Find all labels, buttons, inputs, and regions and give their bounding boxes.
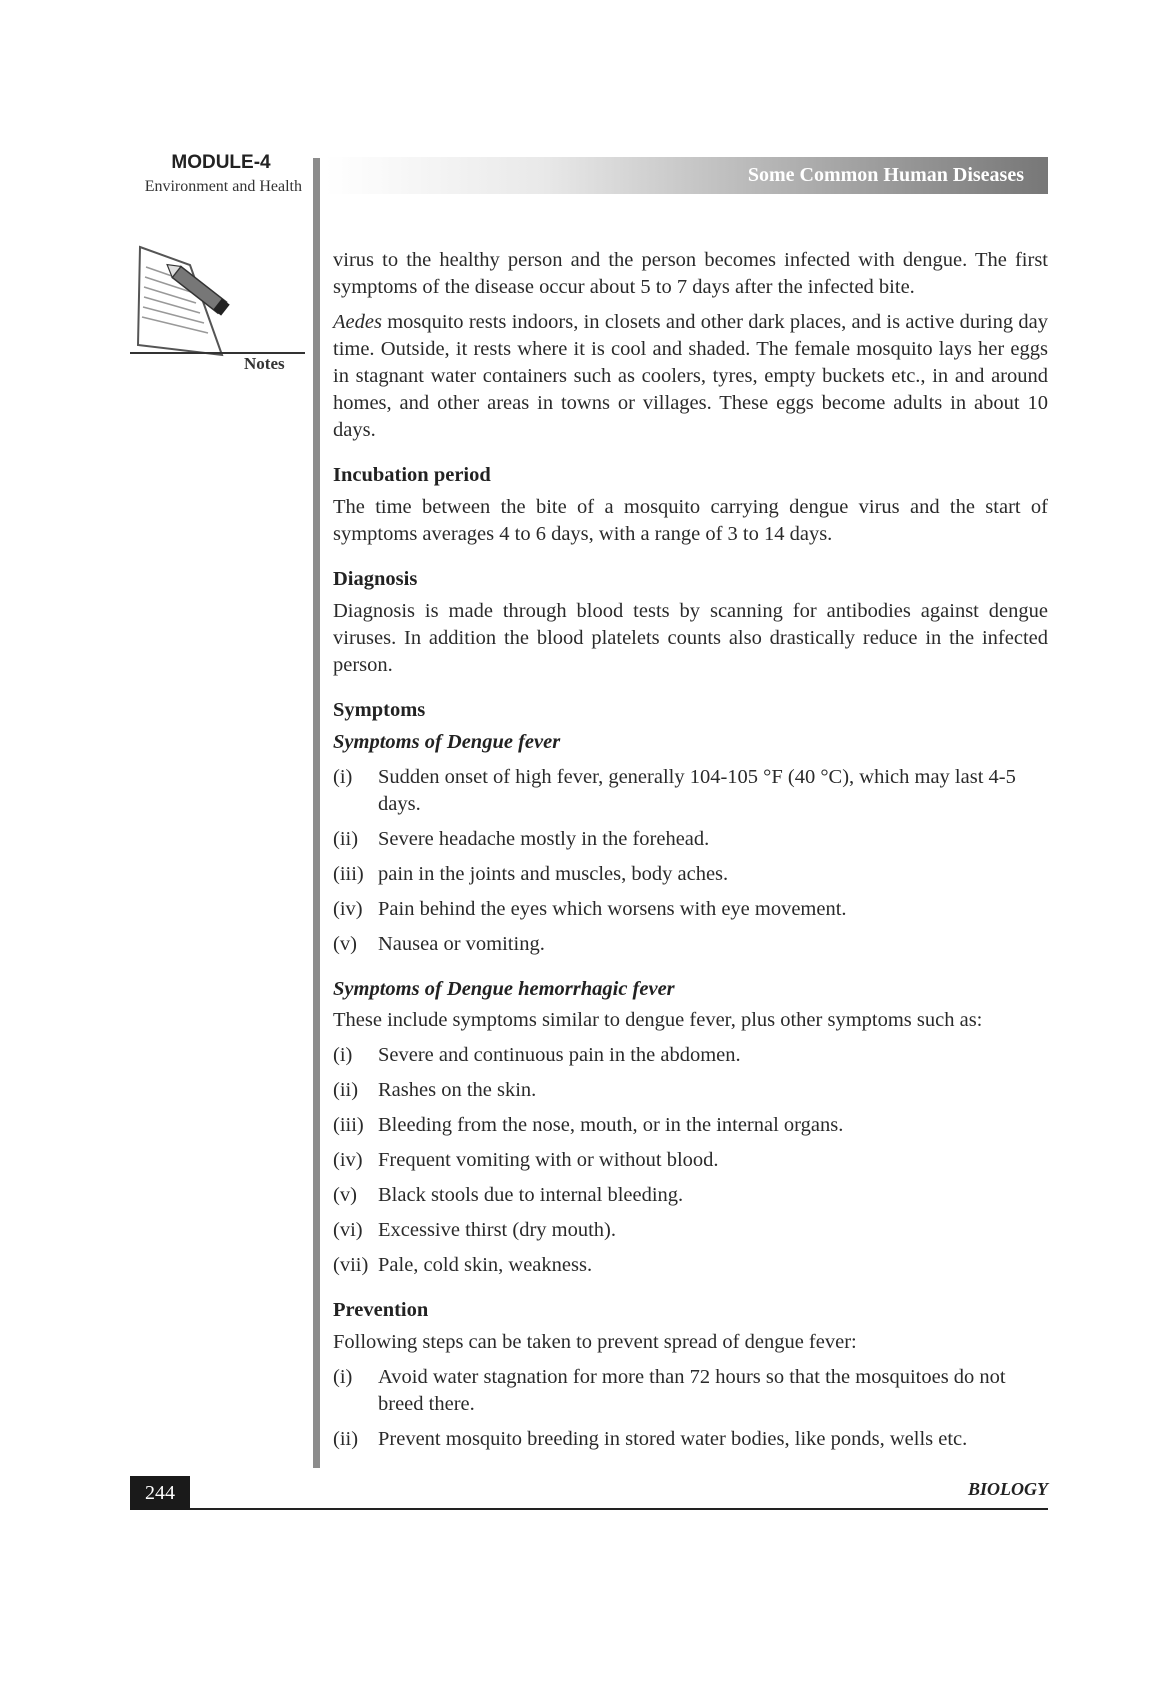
list-number: (iv) bbox=[333, 1149, 363, 1171]
section-heading: Incubation period bbox=[333, 464, 491, 486]
list-item bbox=[333, 1182, 1048, 1209]
subsection-heading: Symptoms of Dengue hemorrhagic fever bbox=[333, 978, 675, 1000]
list-number: (iii) bbox=[333, 1114, 364, 1136]
list-item bbox=[333, 861, 1048, 888]
list-number: (vii) bbox=[333, 1254, 369, 1276]
list-text: Severe headache mostly in the forehead. bbox=[378, 828, 710, 850]
dengue-fever-list bbox=[333, 764, 1048, 958]
list-item bbox=[333, 931, 1048, 958]
list-text: Bleeding from the nose, mouth, or in the internal organs. bbox=[378, 1114, 844, 1136]
list-number: (ii) bbox=[333, 828, 359, 850]
footer-subject: BIOLOGY bbox=[968, 1479, 1048, 1499]
chapter-title: Some Common Human Diseases bbox=[747, 164, 1024, 186]
list-number: (i) bbox=[333, 1366, 353, 1388]
section-heading: Prevention bbox=[333, 1299, 429, 1321]
list-item bbox=[333, 896, 1048, 923]
list-text: Prevent mosquito breeding in stored water bodies, like ponds, wells etc. bbox=[378, 1428, 968, 1450]
paragraph bbox=[333, 309, 1048, 444]
species-name: Aedes bbox=[333, 311, 382, 333]
footer-rule bbox=[190, 1508, 1048, 1510]
list-number: (v) bbox=[333, 933, 357, 955]
list-text: Frequent vomiting with or without blood. bbox=[378, 1149, 719, 1171]
subsection-heading: Symptoms of Dengue fever bbox=[333, 731, 561, 753]
list-item bbox=[333, 1077, 1048, 1104]
list-item bbox=[333, 1112, 1048, 1139]
list-number: (iii) bbox=[333, 863, 364, 885]
list-number: (vi) bbox=[333, 1219, 363, 1241]
paragraph: virus to the healthy person and the person becomes infected with dengue. The first symptoms of the disease occur about 5 to 7 days after the infected bite. bbox=[333, 249, 1048, 298]
list-item bbox=[333, 1426, 1048, 1453]
list-text: Avoid water stagnation for more than 72 hours so that the mosquitoes do not breed there. bbox=[378, 1366, 1006, 1415]
list-number: (iv) bbox=[333, 898, 363, 920]
list-text: Black stools due to internal bleeding. bbox=[378, 1184, 684, 1206]
list-number: (ii) bbox=[333, 1428, 359, 1450]
list-text: Excessive thirst (dry mouth). bbox=[378, 1219, 616, 1241]
list-number: (v) bbox=[333, 1184, 357, 1206]
module-label bbox=[130, 152, 302, 196]
dhf-list bbox=[333, 1042, 1048, 1279]
list-item bbox=[333, 764, 1048, 818]
paragraph-text: mosquito rests indoors, in closets and other dark places, and is active during day time. Outside, it rests where it is cool and shaded. The female mosquito lays her eggs in stagnant water containers such as coolers, tyres, empty buckets etc., in and around homes, and other areas in towns or villages. These eggs become adults in about 10 days. bbox=[333, 311, 1048, 441]
list-number: (i) bbox=[333, 766, 353, 788]
list-text: Severe and continuous pain in the abdomen. bbox=[378, 1044, 741, 1066]
margin-divider bbox=[313, 158, 320, 1468]
prevention-list bbox=[333, 1364, 1048, 1453]
list-text: Pain behind the eyes which worsens with eye movement. bbox=[378, 898, 847, 920]
chapter-header bbox=[326, 157, 1048, 194]
list-item bbox=[333, 1147, 1048, 1174]
list-text: Pale, cold skin, weakness. bbox=[378, 1254, 593, 1276]
list-text: pain in the joints and muscles, body aches. bbox=[378, 863, 729, 885]
list-number: (i) bbox=[333, 1044, 353, 1066]
paragraph: Following steps can be taken to prevent spread of dengue fever: bbox=[333, 1331, 857, 1353]
paragraph: These include symptoms similar to dengue fever, plus other symptoms such as: bbox=[333, 1009, 983, 1031]
list-item bbox=[333, 1252, 1048, 1279]
module-subtitle: Environment and Health bbox=[144, 178, 302, 195]
list-item bbox=[333, 1364, 1048, 1418]
list-text: Sudden onset of high fever, generally 104-105 °F (40 °C), which may last 4-5 days. bbox=[378, 766, 1016, 815]
list-item bbox=[333, 1042, 1048, 1069]
page-content bbox=[333, 247, 1048, 1453]
page-number: 244 bbox=[130, 1476, 190, 1510]
notes-label: Notes bbox=[244, 354, 285, 373]
list-item bbox=[333, 1217, 1048, 1244]
list-number: (ii) bbox=[333, 1079, 359, 1101]
section-heading: Diagnosis bbox=[333, 568, 418, 590]
list-text: Rashes on the skin. bbox=[378, 1079, 537, 1101]
list-text: Nausea or vomiting. bbox=[378, 933, 545, 955]
list-item bbox=[333, 826, 1048, 853]
module-title: MODULE-4 bbox=[171, 152, 271, 173]
paragraph: Diagnosis is made through blood tests by scanning for antibodies against dengue viruses. In addition the blood platelets counts also drastically reduce in the infected person. bbox=[333, 600, 1048, 676]
paragraph: The time between the bite of a mosquito carrying dengue virus and the start of symptoms averages 4 to 6 days, with a range of 3 to 14 days. bbox=[333, 496, 1048, 545]
section-heading: Symptoms bbox=[333, 699, 426, 721]
